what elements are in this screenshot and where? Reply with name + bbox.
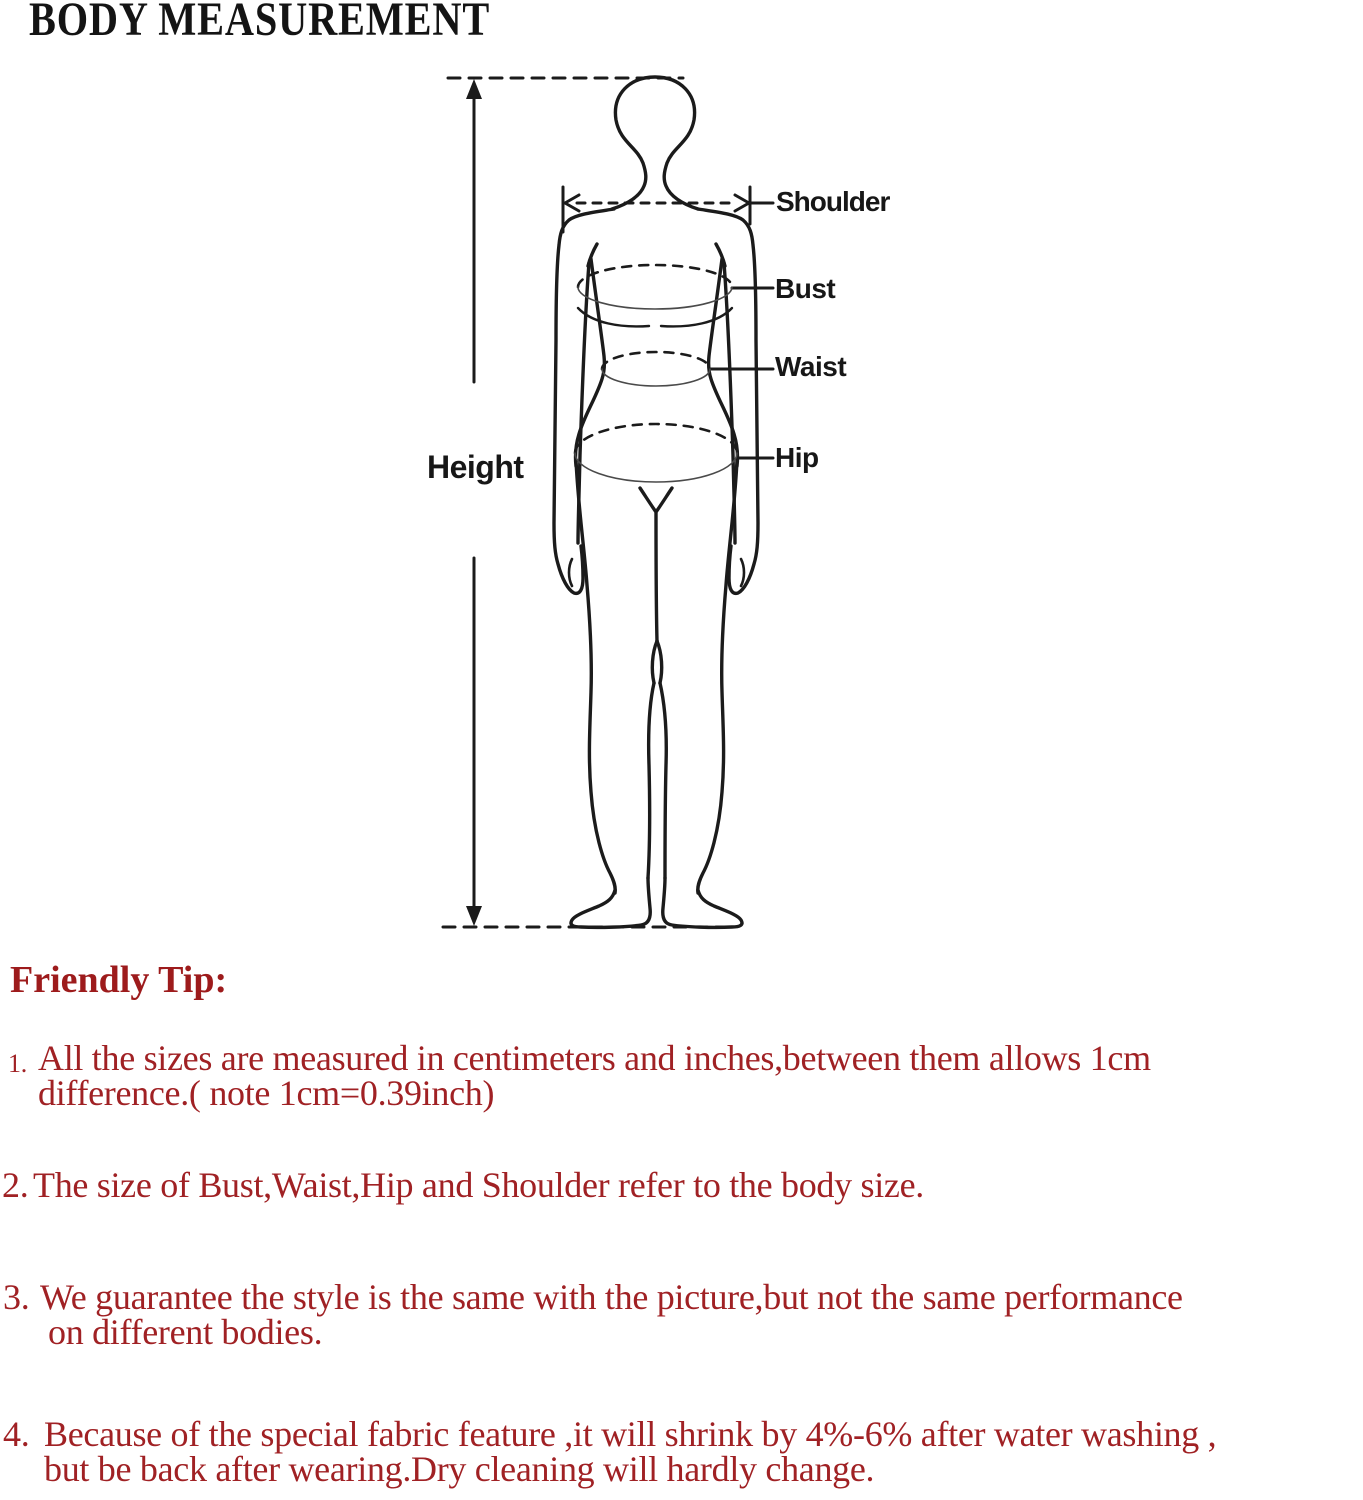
tip-number: 4. (3, 1414, 30, 1454)
tip-item-1 (8, 1038, 1151, 1113)
hip-ellipse (575, 424, 737, 482)
shoulder-label: Shoulder (776, 186, 890, 217)
tip-item-2 (2, 1165, 924, 1205)
page-title: BODY MEASUREMENT (29, 0, 491, 46)
hip-label: Hip (775, 442, 819, 473)
tip-text (33, 1165, 924, 1205)
tip-text (38, 1038, 1151, 1113)
bust-label: Bust (775, 273, 836, 304)
tip-number: 3. (3, 1277, 30, 1317)
tip-text-line: All the sizes are measured in centimeters and inches,between them allows 1cm (38, 1038, 1151, 1078)
shoulder-arrow (563, 187, 773, 232)
height-label: Height (427, 449, 524, 485)
friendly-tip-heading: Friendly Tip: (10, 959, 228, 1001)
body-outline (554, 77, 758, 927)
tip-text-line: on different bodies. (48, 1312, 323, 1352)
waist-label: Waist (775, 351, 847, 382)
tip-text (44, 1414, 1217, 1489)
tip-text (40, 1277, 1183, 1352)
label-connector-lines (710, 288, 773, 458)
tip-number: 1. (8, 1049, 27, 1078)
tip-text-line: but be back after wearing.Dry cleaning will hardly change. (44, 1449, 875, 1489)
tip-text-line: The size of Bust,Waist,Hip and Shoulder refer to the body size. (33, 1165, 924, 1205)
waist-ellipse (602, 352, 710, 386)
bust-ellipse (578, 265, 732, 309)
tip-number: 2. (2, 1165, 29, 1205)
tip-text-line: Because of the special fabric feature ,it will shrink by 4%-6% after water washing , (44, 1414, 1217, 1454)
tip-text-line: difference.( note 1cm=0.39inch) (38, 1073, 495, 1113)
tip-item-4 (3, 1414, 1217, 1489)
tip-text-line: We guarantee the style is the same with the picture,but not the same performance (40, 1277, 1183, 1317)
tip-item-3 (3, 1277, 1183, 1352)
